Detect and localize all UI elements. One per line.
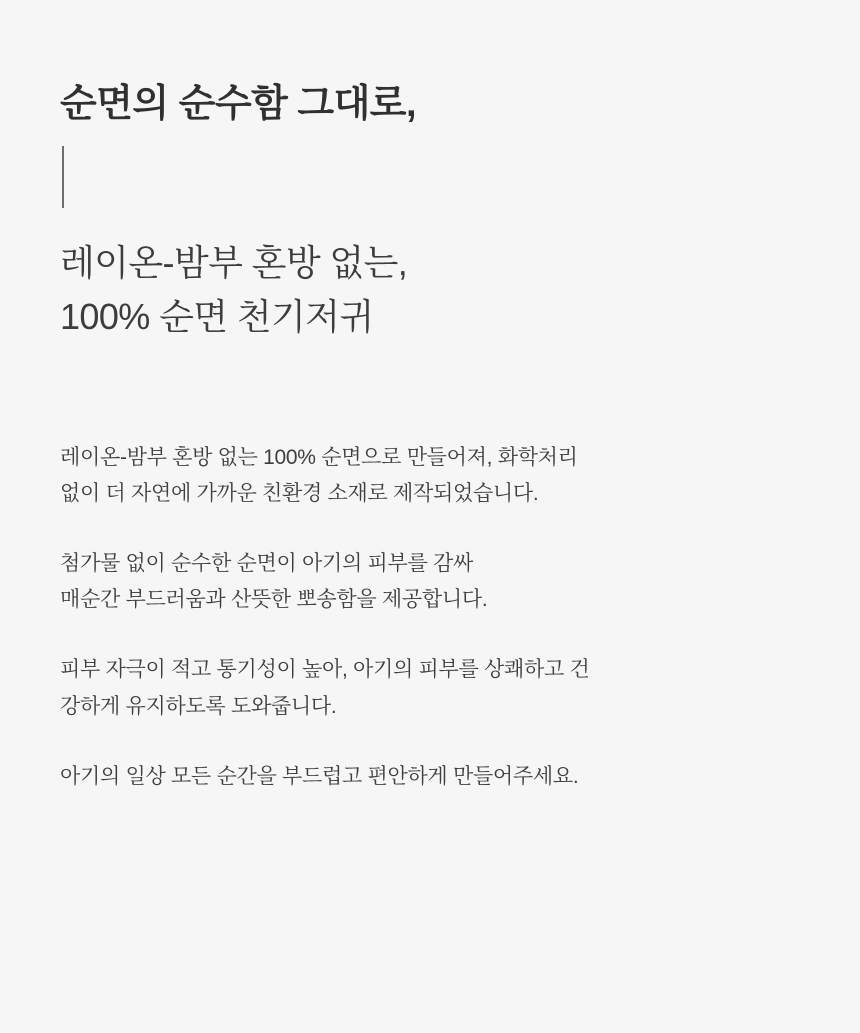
subheadline-line-1: 레이온-밤부 혼방 없는,: [60, 241, 408, 283]
paragraph-breathability-line-2: 강하게 유지하도록 도와줍니다.: [60, 694, 337, 718]
paragraph-breathability-line-1: 피부 자극이 적고 통기성이 높아, 아기의 피부를 상쾌하고 건: [60, 658, 590, 682]
page-subheadline: [60, 236, 800, 344]
body-copy-block: [60, 440, 800, 795]
page-headline: 순면의 순수함 그대로,: [60, 83, 417, 125]
paragraph-closing-line-1: 아기의 일상 모든 순간을 부드럽고 편안하게 만들어주세요.: [60, 764, 579, 788]
paragraph-softness-line-1: 첨가물 없이 순수한 순면이 아기의 피부를 감싸: [60, 552, 473, 576]
vertical-rule-divider: [62, 146, 64, 208]
subheadline-line-2: 100% 순면 천기저귀: [60, 295, 374, 337]
paragraph-material-line-2: 없이 더 자연에 가까운 친환경 소재로 제작되었습니다.: [60, 482, 539, 506]
paragraph-material: [60, 440, 800, 512]
paragraph-softness-line-2: 매순간 부드러움과 산뜻한 뽀송함을 제공합니다.: [60, 588, 488, 612]
paragraph-softness: [60, 546, 800, 618]
paragraph-closing: [60, 759, 800, 795]
paragraph-breathability: [60, 652, 800, 724]
paragraph-material-line-1: 레이온-밤부 혼방 없는 100% 순면으로 만들어져, 화학처리: [60, 445, 578, 469]
